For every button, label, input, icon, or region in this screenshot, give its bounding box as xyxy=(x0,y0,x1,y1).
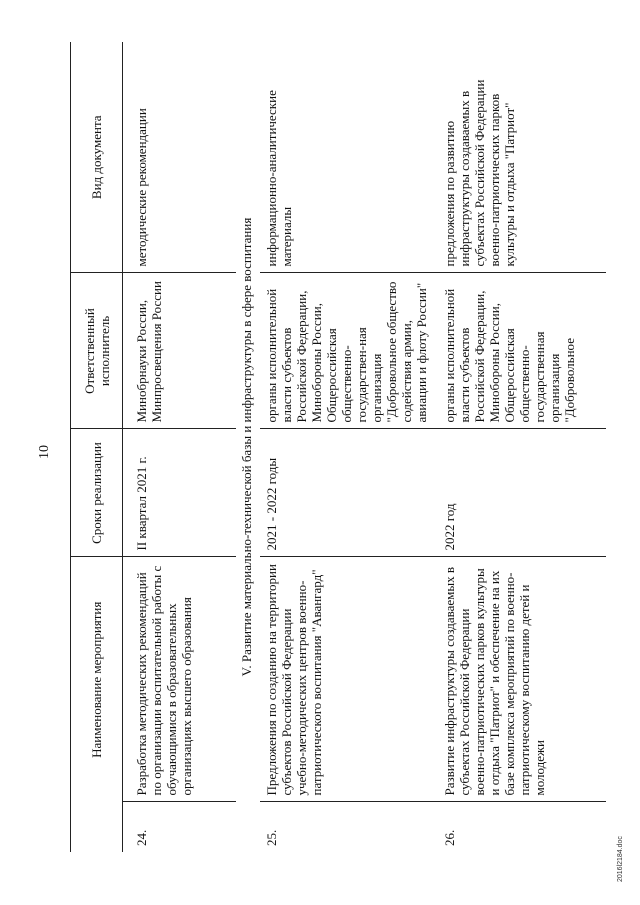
measure-doc-type: информационно-аналитические материалы xyxy=(264,90,294,267)
header-name: Наименование мероприятия xyxy=(71,557,123,802)
row-number: 26. xyxy=(438,802,606,852)
section-row xyxy=(236,42,260,852)
measure-responsible: органы исполнительной власти субъектов Российской Федерации, Минобороны России, Общероссийская общественно-государствен-ная организация "Добровольное общество содействия армии, авиации и флоту России" xyxy=(260,273,438,429)
measure-name: Предложения по созданию на территории субъектов Российской Федерации учебно-методических центров военно-патриотического воспитания "Авангард" xyxy=(260,557,438,802)
measure-responsible: органы исполнительной власти субъектов Российской Федерации, Минобороны России, Общероссийская общественно-государственная организация "Добровольное xyxy=(438,273,606,429)
measure-responsible: Минобрнауки России, Минпросвещения России xyxy=(123,273,237,429)
row-number: 24. xyxy=(123,802,237,852)
page-number: 10 xyxy=(37,445,52,459)
section-title: V. Развитие материально-технической базы и инфраструктуры в сфере воспитания xyxy=(239,217,254,677)
document-code: 2016l2184.doc xyxy=(617,836,624,882)
measure-doc-type: методические рекомендации xyxy=(134,108,149,267)
header-num xyxy=(71,802,123,852)
table-row xyxy=(438,42,606,852)
measure-name: Развитие инфраструктуры создаваемых в субъектах Российской Федерации военно-патриотических парков культуры и отдыха "Патриот" и обеспечение на их базе комплекса мероприятий по военно-патриотическому воспитанию детей и молодежи xyxy=(438,557,606,802)
measure-doc-type: предложения по развитию инфраструктуры создаваемых в субъектах Российской Федерации военно-патриотических парков культуры и отдыха "Патриот" xyxy=(442,79,517,267)
table-row xyxy=(123,42,237,852)
measure-term: II квартал 2021 г. xyxy=(123,429,237,557)
table-header-row xyxy=(71,42,123,852)
header-responsible: Ответственный исполнитель xyxy=(71,273,123,429)
measures-table xyxy=(70,42,606,852)
header-doc-type: Вид документа xyxy=(71,42,123,273)
row-number: 25. xyxy=(260,802,438,852)
measure-name: Разработка методических рекомендаций по организации воспитательной работы с обучающимися в образовательных организациях высшего образования xyxy=(123,557,237,802)
measure-term: 2022 год xyxy=(438,429,606,557)
header-term: Сроки реализации xyxy=(71,429,123,557)
table-row xyxy=(260,42,438,852)
measure-term: 2021 - 2022 годы xyxy=(260,429,438,557)
